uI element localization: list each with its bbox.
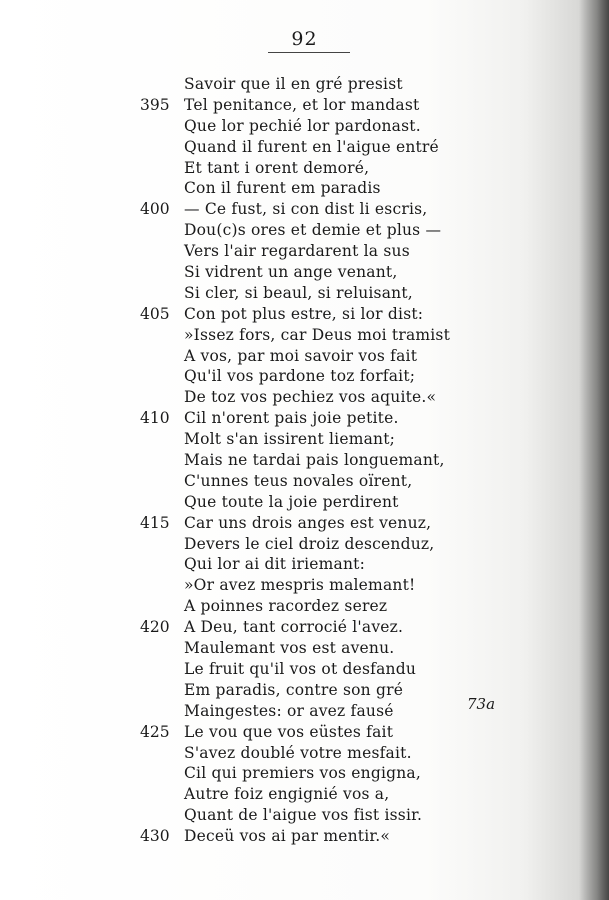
verse-line <box>0 659 609 680</box>
verse-line-number: 420 <box>140 618 170 637</box>
verse-line <box>0 220 609 241</box>
verse-line-text: Que lor pechié lor pardonast. <box>184 116 421 135</box>
verse-line <box>0 262 609 283</box>
verse-line-text: Que toute la joie perdirent <box>184 492 399 511</box>
verse-line-text: Qui lor ai dit iriemant: <box>184 555 366 574</box>
verse-line-text: Et tant i orent demoré, <box>184 158 370 177</box>
verse-line-text: S'avez doublé votre mesfait. <box>184 743 412 762</box>
verse-line-number: 425 <box>140 722 170 741</box>
verse-line <box>0 492 609 513</box>
verse-line <box>0 701 609 722</box>
verse-line <box>0 199 609 220</box>
verse-line-number: 405 <box>140 304 170 323</box>
verse-line-text: Cil qui premiers vos engigna, <box>184 764 421 783</box>
verse-line-text: C'unnes teus novales oïrent, <box>184 471 413 490</box>
verse-line <box>0 805 609 826</box>
verse-line-text: Qu'il vos pardone toz forfait; <box>184 367 416 386</box>
verse-line <box>0 325 609 346</box>
verse-line <box>0 784 609 805</box>
verse-line-text: Tel penitance, et lor mandast <box>184 95 420 114</box>
verse-line <box>0 680 609 701</box>
verse-line <box>0 763 609 784</box>
verse-line <box>0 450 609 471</box>
verse-line <box>0 554 609 575</box>
verse-line-text: »Issez fors, car Deus moi tramist <box>184 325 451 344</box>
verse-line-text: A poinnes racordez serez <box>184 597 388 616</box>
verse-line-text: Mais ne tardai pais longuemant, <box>184 451 445 470</box>
verse-line <box>0 743 609 764</box>
verse-line <box>0 366 609 387</box>
verse-line-text: Car uns drois anges est venuz, <box>184 513 432 532</box>
verse-line-text: De toz vos pechiez vos aquite.« <box>184 388 437 407</box>
verse-line <box>0 826 609 847</box>
verse-line-number: 430 <box>140 827 170 846</box>
verse-line <box>0 471 609 492</box>
verse-line <box>0 304 609 325</box>
verse-line-text: Savoir que il en gré presist <box>184 75 403 93</box>
verse-line-text: Maulemant vos est avenu. <box>184 639 395 658</box>
verse-line <box>0 408 609 429</box>
verse-line <box>0 137 609 158</box>
verse-line <box>0 95 609 116</box>
verse-line <box>0 74 609 95</box>
verse-line-text: Dou(c)s ores et demie et plus — <box>184 221 442 240</box>
verse-line-number: 400 <box>140 200 170 219</box>
verse-line-text: Vers l'air regardarent la sus <box>184 242 410 261</box>
verse-line <box>0 283 609 304</box>
verse-line <box>0 429 609 450</box>
verse-line <box>0 617 609 638</box>
verse-line-text: — Ce fust, si con dist li escris, <box>184 200 428 219</box>
verse-line <box>0 722 609 743</box>
verse-line <box>0 178 609 199</box>
verse-line-text: Le vou que vos eüstes fait <box>184 722 394 741</box>
verse-line-text: Con pot plus estre, si lor dist: <box>184 304 424 323</box>
verse-line-text: Si vidrent un ange venant, <box>184 263 398 282</box>
verse-line <box>0 116 609 137</box>
verse-line <box>0 534 609 555</box>
verse-line-number: 410 <box>140 409 170 428</box>
verse-line <box>0 241 609 262</box>
verse-line <box>0 387 609 408</box>
verse-line-text: Devers le ciel droiz descenduz, <box>184 534 435 553</box>
verse-line-text: Con il furent em paradis <box>184 179 381 198</box>
page-number: 92 <box>291 28 318 50</box>
header-rule <box>268 52 350 53</box>
verse-line-text: Quant de l'aigue vos fist issir. <box>184 806 423 825</box>
verse-line <box>0 513 609 534</box>
verse-line-text: Em paradis, contre son gré <box>184 680 404 699</box>
verse-line <box>0 158 609 179</box>
verse-line-text: A Deu, tant corrocié l'avez. <box>184 618 404 637</box>
verse-line-number: 415 <box>140 513 170 532</box>
verse-line <box>0 346 609 367</box>
verse-line-text: Le fruit qu'il vos ot desfandu <box>184 659 417 678</box>
margin-folio-note: 73a <box>467 695 496 713</box>
verse-line-text: Deceü vos ai par mentir.« <box>184 827 391 846</box>
verse-line <box>0 596 609 617</box>
verse-line-text: Si cler, si beaul, si reluisant, <box>184 283 413 302</box>
verse-line-text: A vos, par moi savoir vos fait <box>184 346 418 365</box>
verse-line-text: Autre foiz engignié vos a, <box>184 785 390 804</box>
verse-block <box>0 74 609 847</box>
verse-line-number: 395 <box>140 95 170 114</box>
verse-line <box>0 638 609 659</box>
verse-line-text: Cil n'orent pais joie petite. <box>184 409 399 428</box>
verse-line-text: Quand il furent en l'aigue entré <box>184 137 439 156</box>
verse-line-text: »Or avez mespris malemant! <box>184 576 416 595</box>
verse-line-text: Maingestes: or avez fausé <box>184 701 394 720</box>
verse-line <box>0 575 609 596</box>
verse-line-text: Molt s'an issirent liemant; <box>184 430 396 449</box>
